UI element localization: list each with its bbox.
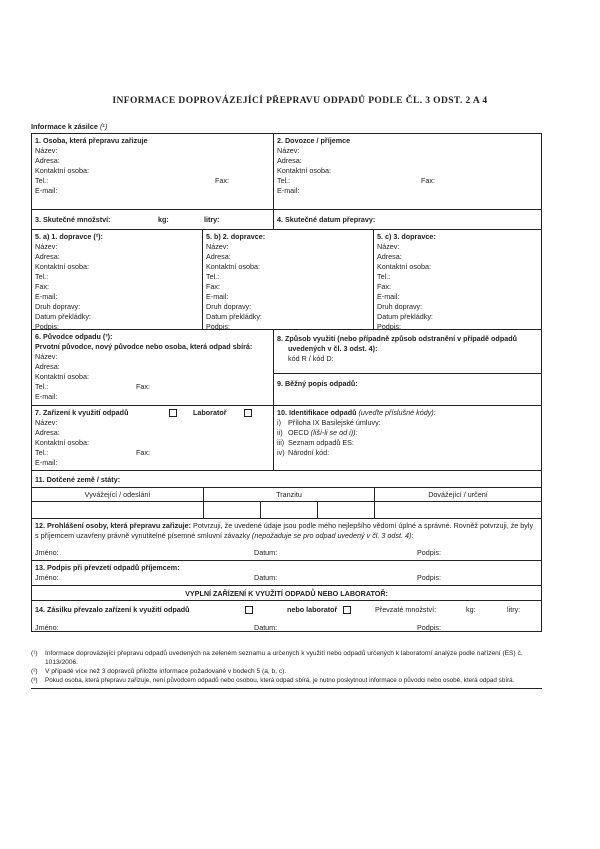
carrier-field: Tel.: <box>206 272 220 281</box>
id-item-num: iv) <box>277 448 285 457</box>
section-1-arranger[interactable] <box>32 134 274 209</box>
carrier-field: Adresa: <box>35 252 60 261</box>
section-2-contact: Kontaktní osoba: <box>277 166 331 175</box>
section-14-date: Datum: <box>254 623 278 632</box>
section-4-date[interactable] <box>274 210 541 229</box>
facility-received-checkbox[interactable] <box>245 606 253 614</box>
section-7-facility[interactable] <box>32 406 274 470</box>
section-12-end: : <box>411 531 414 540</box>
section-7-tel: Tel.: <box>35 448 49 457</box>
id-item-text: Seznam odpadů ES: <box>288 438 354 447</box>
section-12-sign-line <box>32 548 541 558</box>
section-6-email: E-mail: <box>35 392 58 401</box>
section-11-heading: 11. Dotčené země / státy: <box>35 475 121 484</box>
section-12-note: (nepožaduje se pro odpad uvedený v čl. 3 odst. 4) <box>251 531 412 540</box>
laboratory-checkbox[interactable] <box>244 409 252 417</box>
section-12-text: Potvrzuji, že uvedené údaje jsou podle mého nejlepšího vědomí úplné a správné. Rovněž potvrzuji, že byly s příjemcem uzavřeny právně vynutitelné písemné smluvní závazky <box>35 521 534 540</box>
section-13-sign-line <box>32 573 541 583</box>
footnotes <box>31 649 542 685</box>
facility-banner: VYPLNÍ ZAŘÍZENÍ K VYUŽITÍ ODPADŮ NEBO LABORATOŘ: <box>185 589 388 598</box>
section-7-heading: 7. Zařízení k využití odpadů <box>35 408 129 417</box>
id-item <box>277 428 538 438</box>
section-12-heading: 12. Prohlášení osoby, která přepravu zařizuje: <box>35 521 192 530</box>
footnote-text: V případě více než 3 dopravců přiložte informace požadované v bodech 5 (a, b, c). <box>45 668 287 675</box>
facility-banner-row <box>32 586 541 601</box>
facility-checkbox[interactable] <box>169 409 177 417</box>
import-country-field[interactable] <box>375 502 541 518</box>
section-12-date: Datum: <box>254 548 278 557</box>
section-14-laboratory: nebo laboratoř <box>287 605 338 614</box>
section-9-description[interactable] <box>274 374 541 405</box>
section-8-code: kód R / kód D: <box>288 354 334 363</box>
shipment-info-note: (¹) <box>99 122 108 131</box>
carrier-field: Podpis: <box>206 322 230 331</box>
shipment-info-text: Informace k zásilce <box>31 122 98 131</box>
row-sections-1-2 <box>32 134 541 210</box>
section-2-name: Název: <box>277 146 300 155</box>
section-2-email: E-mail: <box>277 186 300 195</box>
section-14-received[interactable] <box>32 601 541 631</box>
carrier-field: Druh dopravy: <box>35 302 81 311</box>
section-13-date: Datum: <box>254 573 278 582</box>
id-item-num: iii) <box>277 438 285 447</box>
footnote <box>31 676 542 685</box>
section-7-heading-line <box>35 408 270 418</box>
row-sections-7-10 <box>32 406 541 471</box>
section-4-heading: 4. Skutečné datum přepravy: <box>277 215 376 224</box>
section-6-heading: 6. Původce odpadu (³): <box>35 332 113 341</box>
carrier-field: Název: <box>206 242 229 251</box>
section-6-subheading: Prvotní původce, nový původce nebo osoba, která odpad sbírá: <box>35 342 253 351</box>
section-5a-heading: 5. a) 1. dopravce (²): <box>35 232 103 241</box>
section-1-name: Název: <box>35 146 58 155</box>
shipment-info-label <box>31 122 107 132</box>
carrier-field: Fax: <box>35 282 49 291</box>
section-7-email: E-mail: <box>35 458 58 467</box>
transit-country-field-2[interactable] <box>261 502 318 518</box>
section-6-address: Adresa: <box>35 362 60 371</box>
laboratory-received-checkbox[interactable] <box>343 606 351 614</box>
section-2-consignee[interactable] <box>274 134 541 209</box>
section-6-producer[interactable] <box>32 330 274 405</box>
carrier-field: Adresa: <box>206 252 231 261</box>
section-12-declaration[interactable] <box>32 519 541 561</box>
export-country-field[interactable] <box>32 502 204 518</box>
carrier-field: Název: <box>377 242 400 251</box>
section-10-note: (uveďte příslušné kódy): <box>358 408 436 417</box>
section-14-heading: 14. Zásilku převzalo zařízení k využití odpadů <box>35 605 190 614</box>
footnote-number: (¹) <box>31 650 38 657</box>
section-12-name: Jméno: <box>35 548 59 557</box>
id-item-text: Příloha IX Basilejské úmluvy: <box>288 418 381 427</box>
section-1-address: Adresa: <box>35 156 60 165</box>
carrier-field: Tel.: <box>377 272 391 281</box>
section-14-quantity: Převzaté množství: <box>375 605 437 614</box>
row-sections-6-8-9 <box>32 330 541 406</box>
section-6-fax: Fax: <box>136 382 150 391</box>
id-item-num: ii) <box>277 428 283 437</box>
row-sections-3-4 <box>32 210 541 230</box>
section-14-signature: Podpis: <box>417 623 441 632</box>
section-7-fax: Fax: <box>136 448 150 457</box>
section-1-tel: Tel.: <box>35 176 49 185</box>
section-12-signature: Podpis: <box>417 548 441 557</box>
carrier-field: Datum překládky: <box>377 312 433 321</box>
carrier-field: Druh dopravy: <box>377 302 423 311</box>
id-item <box>277 448 538 458</box>
section-1-contact: Kontaktní osoba: <box>35 166 89 175</box>
carrier-field: Fax: <box>377 282 391 291</box>
section-14-name: Jméno: <box>35 623 59 632</box>
footnote <box>31 667 542 676</box>
countries-header-row <box>32 488 541 502</box>
section-5c-carrier[interactable] <box>374 230 541 329</box>
laboratory-label: Laboratoř <box>193 408 227 417</box>
col-transit: Tranzitu <box>204 488 375 501</box>
section-7-name: Název: <box>35 418 58 427</box>
carrier-field: Datum překládky: <box>206 312 262 321</box>
id-item-text: Národní kód: <box>288 448 330 457</box>
carrier-field: Kontaktní osoba: <box>35 262 89 271</box>
section-5a-carrier[interactable] <box>32 230 203 329</box>
section-13-receipt[interactable] <box>32 561 541 586</box>
carrier-field: Fax: <box>206 282 220 291</box>
col-export: Vyvážející / odeslání <box>32 488 204 501</box>
section-6-tel: Tel.: <box>35 382 49 391</box>
carrier-field: Podpis: <box>35 322 59 331</box>
section-14-head-line <box>32 601 541 619</box>
sections-8-9 <box>274 330 541 405</box>
section-1-heading: 1. Osoba, která přepravu zařizuje <box>35 136 148 145</box>
carrier-field: Kontaktní osoba: <box>206 262 260 271</box>
col-import: Dovážející / určení <box>428 490 488 499</box>
section-2-heading: 2. Dovozce / příjemce <box>277 136 351 145</box>
section-3-heading: 3. Skutečné množství: <box>35 215 111 224</box>
section-1-fax: Fax: <box>215 176 229 185</box>
transit-country-field-1[interactable] <box>204 502 261 518</box>
section-10-identification[interactable] <box>274 406 541 470</box>
section-5a-lines <box>35 242 199 332</box>
carrier-field: Adresa: <box>377 252 402 261</box>
declaration-text <box>32 519 541 543</box>
section-8-heading-2: uvedených v čl. 3 odst. 4): <box>288 344 378 353</box>
section-8-heading: 8. Způsob využití (nebo případně způsob odstranění v případě odpadů <box>277 334 517 343</box>
bottom-rule <box>31 688 542 689</box>
footnote <box>31 649 542 667</box>
footnote-number: (²) <box>31 668 38 675</box>
carrier-field: Podpis: <box>377 322 401 331</box>
section-2-fax: Fax: <box>421 176 435 185</box>
countries-value-row <box>32 502 541 519</box>
section-1-email: E-mail: <box>35 186 58 195</box>
carrier-field: Tel.: <box>35 272 49 281</box>
footnote-text: Pokud osoba, která přepravu zařizuje, není původcem odpadů nebo osobou, která odpad sbírá, je nutno poskytnout informace o původci nebo osobě, která odpad sbírá. <box>45 677 515 684</box>
id-item-num: i) <box>277 418 281 427</box>
section-2-tel: Tel.: <box>277 176 291 185</box>
transit-country-field-3[interactable] <box>318 502 375 518</box>
section-2-address: Adresa: <box>277 156 302 165</box>
section-13-signature: Podpis: <box>417 573 441 582</box>
section-9-heading: 9. Běžný popis odpadů: <box>277 379 358 388</box>
section-3-kg: kg: <box>158 215 169 224</box>
carrier-field: E-mail: <box>377 292 400 301</box>
section-13-name: Jméno: <box>35 573 59 582</box>
section-14-litres: litry: <box>507 605 521 614</box>
id-item-note: (liší-li se od i)): <box>310 428 358 437</box>
section-6-name: Název: <box>35 352 58 361</box>
section-14-sign-line <box>32 623 541 633</box>
section-13-heading: 13. Podpis při převzetí odpadů příjemcem: <box>35 563 180 572</box>
section-6-contact: Kontaktní osoba: <box>35 372 89 381</box>
carrier-field: E-mail: <box>35 292 58 301</box>
section-8-recovery[interactable] <box>274 330 541 374</box>
carrier-field: Datum překládky: <box>35 312 91 321</box>
section-5b-heading: 5. b) 2. dopravce: <box>206 232 266 241</box>
section-14-kg: kg: <box>466 605 476 614</box>
section-5c-heading: 5. c) 3. dopravce: <box>377 232 436 241</box>
section-5b-carrier[interactable] <box>203 230 374 329</box>
carrier-field: Název: <box>35 242 58 251</box>
transport-form <box>31 133 542 632</box>
id-item <box>277 418 538 428</box>
row-section-5 <box>32 230 541 330</box>
page-title: INFORMACE DOPROVÁZEJÍCÍ PŘEPRAVU ODPADŮ PODLE ČL. 3 ODST. 2 A 4 <box>112 96 488 106</box>
section-7-address: Adresa: <box>35 428 60 437</box>
carrier-field: Kontaktní osoba: <box>377 262 431 271</box>
row-section-11 <box>32 471 541 488</box>
section-10-heading: 10. Identifikace odpadů <box>277 408 357 417</box>
footnote-number: (³) <box>31 677 38 684</box>
section-3-litres: litry: <box>204 215 220 224</box>
carrier-field: Druh dopravy: <box>206 302 252 311</box>
id-item-text: OECD <box>288 428 309 437</box>
footnote-text: Informace doprovázející přepravu odpadů uvedených na zeleném seznamu a určených k využití nebo odpadů určených k laboratorní analýze podle nařízení (ES) č. 1013/2006. <box>45 650 523 666</box>
id-item <box>277 438 538 448</box>
carrier-field: E-mail: <box>206 292 229 301</box>
section-3-quantity[interactable] <box>32 210 274 229</box>
section-7-contact: Kontaktní osoba: <box>35 438 89 447</box>
